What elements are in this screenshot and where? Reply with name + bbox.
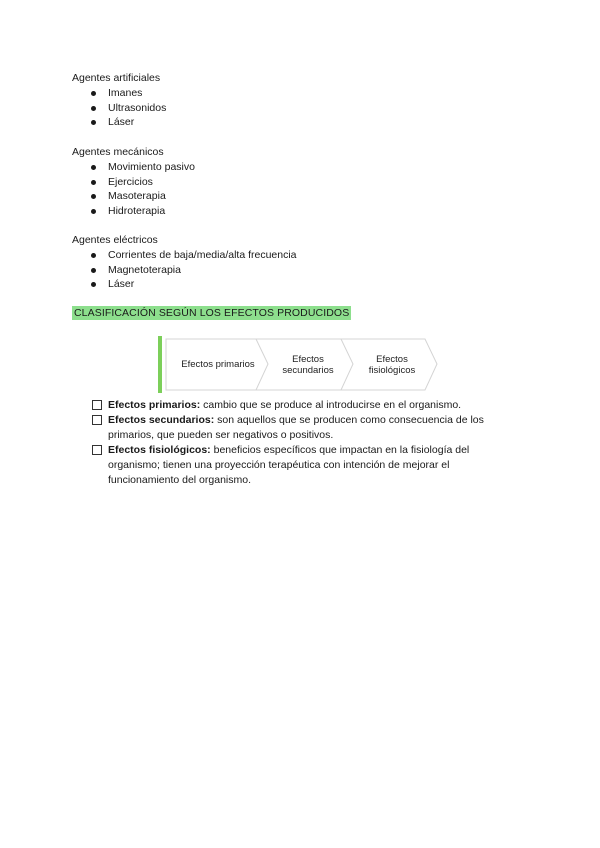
list-item: Láser	[72, 277, 297, 292]
list-item: Ejercicios	[72, 175, 195, 190]
classification-heading: CLASIFICACIÓN SEGÚN LOS EFECTOS PRODUCIDOS	[74, 307, 350, 319]
list-item: Láser	[72, 115, 166, 130]
section-title-artificiales: Agentes artificiales	[72, 72, 161, 84]
list-item: Efectos fisiológicos: beneficios específicos que impactan en la fisiología del organismo; tienen una proyección terapéutica con intención de mejorar el funcionamiento del organismo.	[92, 443, 512, 488]
bullet-icon	[91, 120, 96, 125]
section-title-mecanicos: Agentes mecánicos	[72, 146, 164, 158]
effects-list	[92, 398, 512, 488]
bullet-icon	[91, 180, 96, 185]
list-item: Efectos primarios: cambio que se produce al introducirse en el organismo.	[92, 398, 512, 413]
list-item: Efectos secundarios: son aquellos que se producen como consecuencia de los primarios, que pueden ser negativos o positivos.	[92, 413, 512, 443]
diagram-step-primarios: Efectos primarios	[181, 359, 255, 370]
bullet-icon	[91, 268, 96, 273]
list-item: Imanes	[72, 86, 166, 101]
bullet-icon	[91, 165, 96, 170]
checkbox-icon[interactable]	[92, 415, 102, 425]
bullet-icon	[91, 209, 96, 214]
list-mecanicos	[72, 160, 195, 219]
list-item: Hidroterapia	[72, 204, 195, 219]
list-item: Movimiento pasivo	[72, 160, 195, 175]
list-item: Magnetoterapia	[72, 263, 297, 278]
diagram-step-secundarios: Efectos secundarios	[282, 353, 334, 376]
effects-process-diagram	[158, 336, 438, 393]
bullet-icon	[91, 106, 96, 111]
checkbox-icon[interactable]	[92, 400, 102, 410]
list-artificiales	[72, 86, 166, 130]
list-item: Corrientes de baja/media/alta frecuencia	[72, 248, 297, 263]
bullet-icon	[91, 282, 96, 287]
diagram-step-fisiologicos: Efectos fisiológicos	[368, 353, 416, 376]
section-title-electricos: Agentes eléctricos	[72, 234, 158, 246]
checkbox-icon[interactable]	[92, 445, 102, 455]
list-item: Masoterapia	[72, 189, 195, 204]
bullet-icon	[91, 194, 96, 199]
list-item: Ultrasonidos	[72, 101, 166, 116]
list-electricos	[72, 248, 297, 292]
bullet-icon	[91, 91, 96, 96]
bullet-icon	[91, 253, 96, 258]
